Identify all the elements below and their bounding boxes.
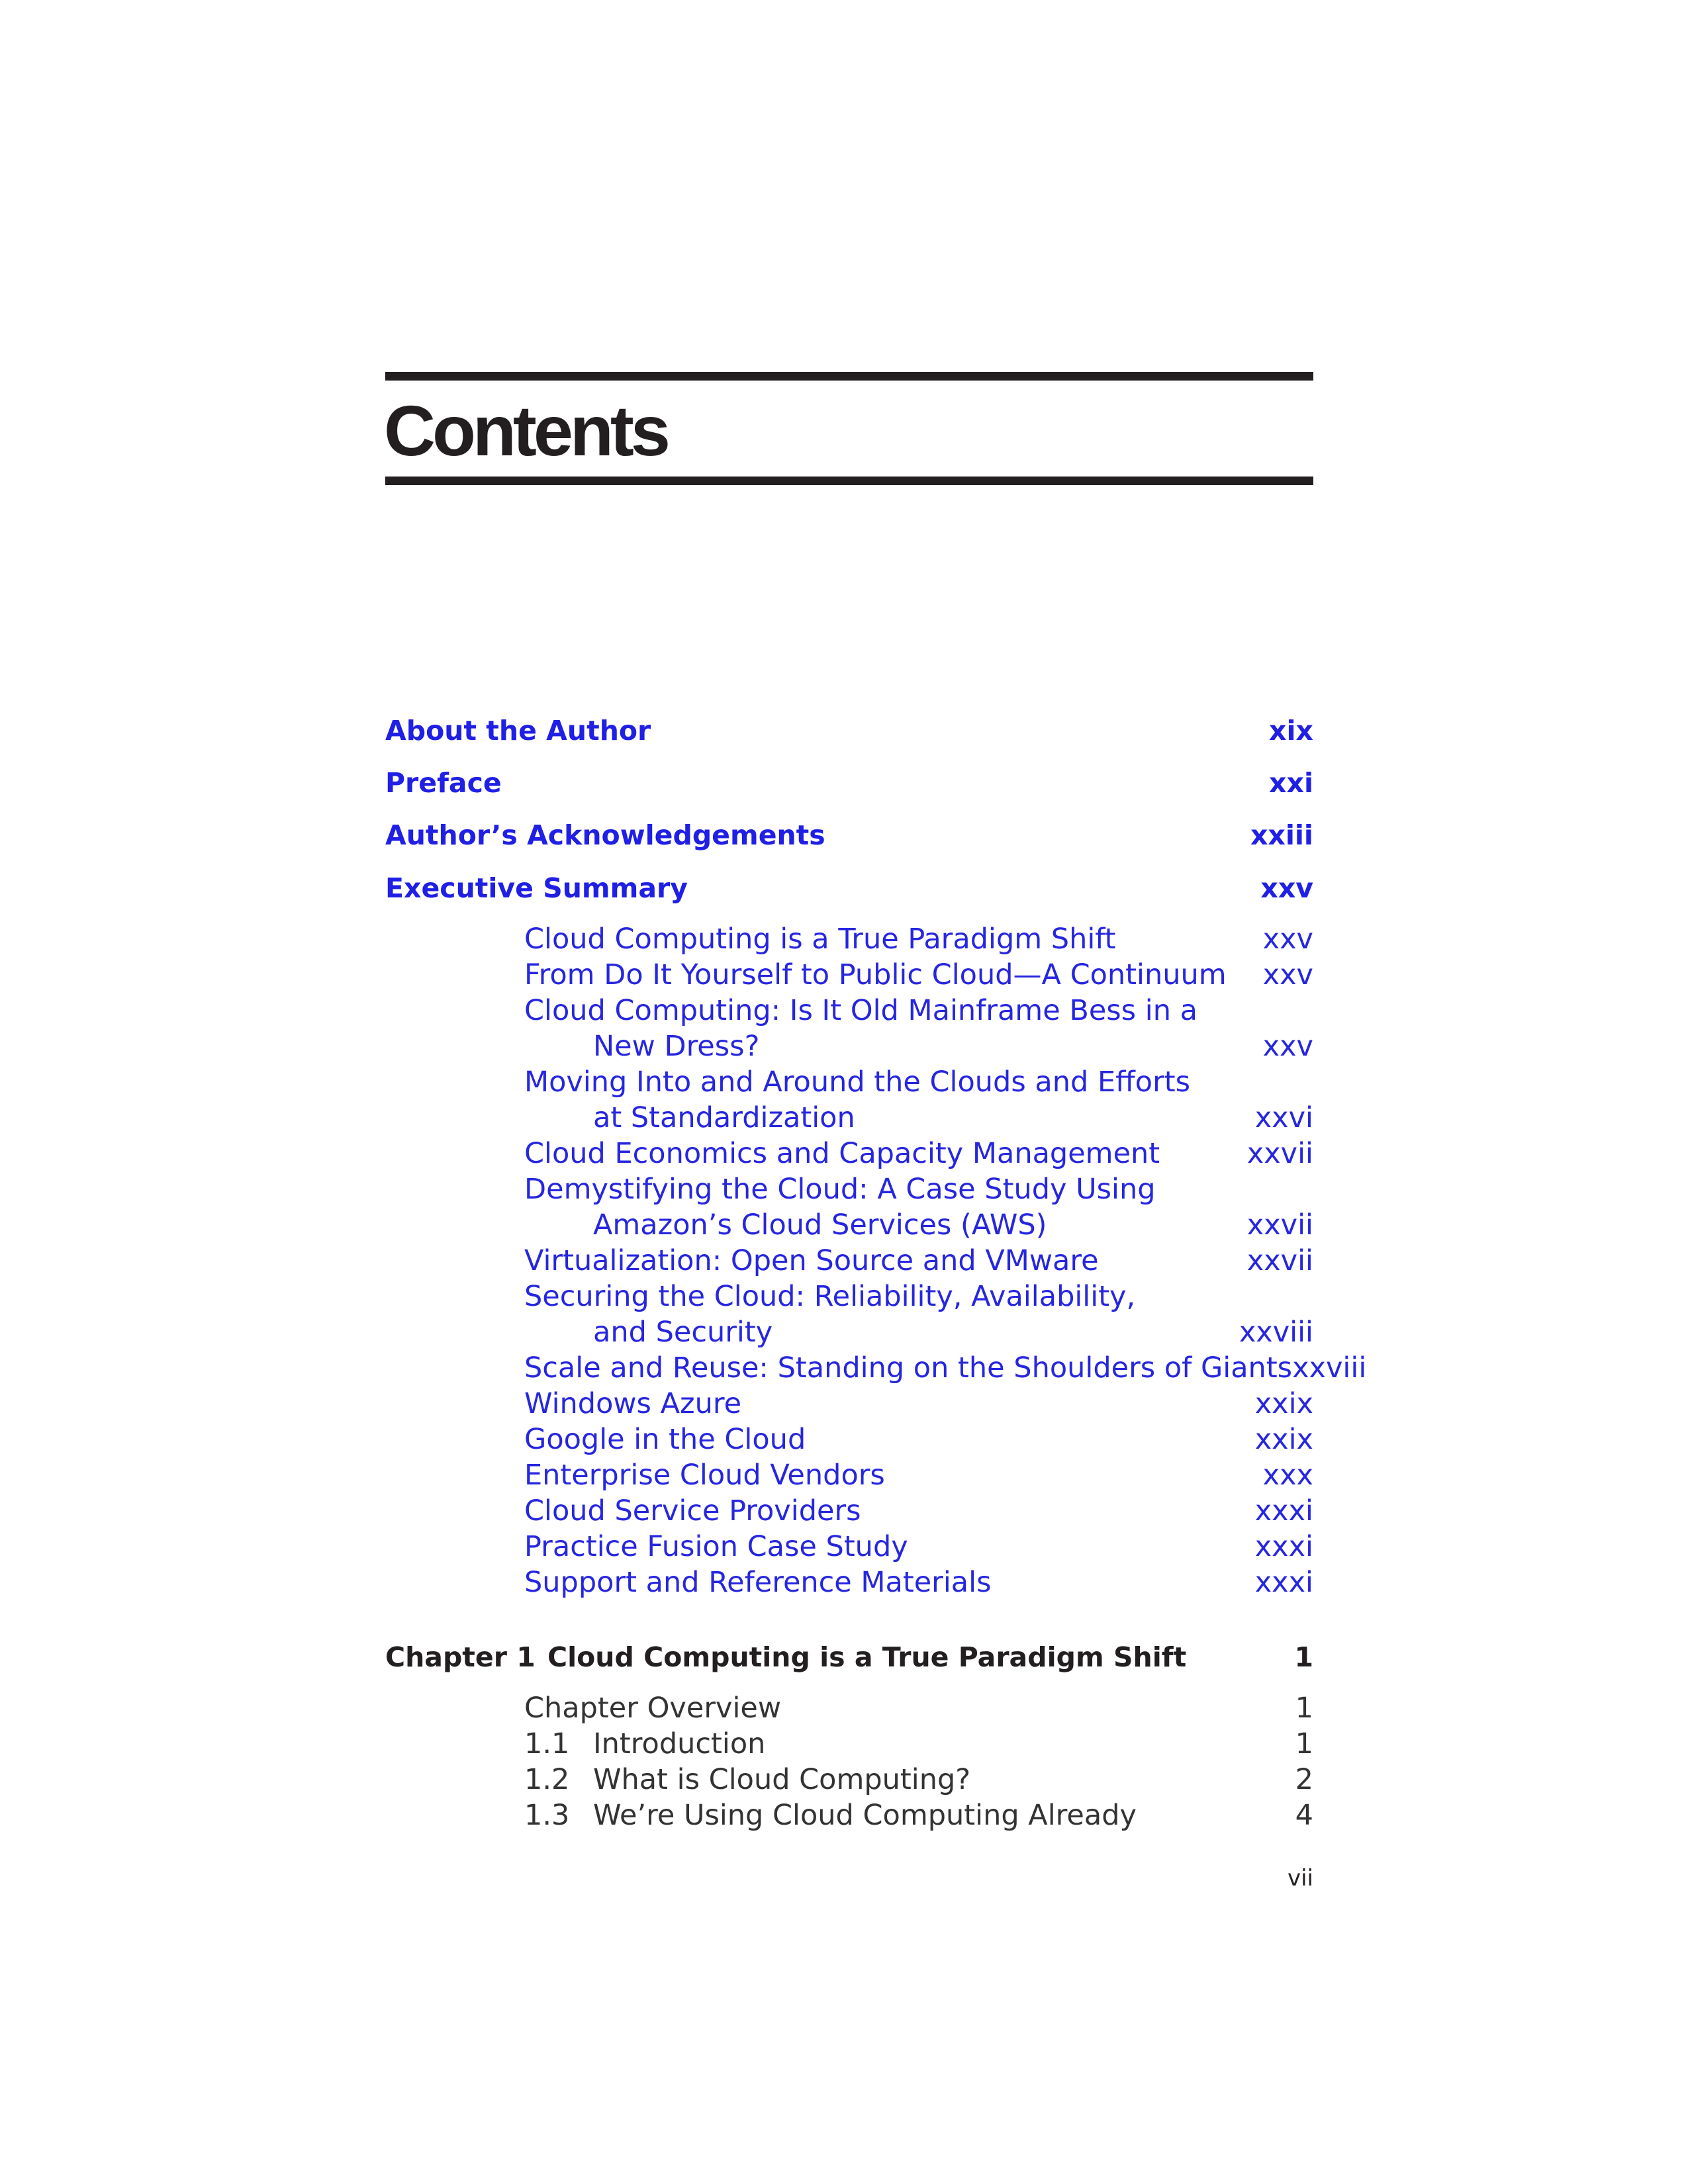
toc-section-number: 1.2 (524, 1763, 570, 1796)
toc-subentry-continuation[interactable] (524, 1314, 1313, 1350)
toc-section-label: We’re Using Cloud Computing Already (593, 1799, 1137, 1832)
toc-section[interactable] (524, 1797, 1313, 1833)
toc-subentry-label: Amazon’s Cloud Services (AWS) (593, 1208, 1047, 1242)
toc-subentry-page: xxviii (1239, 1316, 1313, 1349)
toc-subentry-label: at Standardization (593, 1101, 855, 1134)
toc-subentry[interactable] (524, 1171, 1313, 1207)
toc-subentry[interactable] (524, 1386, 1313, 1422)
toc-subentry-page: xxx (1262, 1459, 1313, 1492)
toc-subentry[interactable] (524, 1493, 1313, 1529)
toc-subentry-page: xxviii (1292, 1351, 1367, 1385)
toc-section-page: 2 (1295, 1763, 1313, 1796)
page-title: Contents (384, 390, 667, 471)
toc-entry-page: xxi (1269, 767, 1313, 799)
toc-entry-page: xxv (1260, 872, 1313, 904)
toc-subentry-label: and Security (593, 1316, 773, 1349)
toc-section-label: What is Cloud Computing? (593, 1763, 971, 1796)
toc-subentry-page: xxv (1262, 1030, 1313, 1063)
toc-subentry-page: xxvii (1246, 1208, 1313, 1242)
toc-subentry[interactable] (524, 1243, 1313, 1279)
toc-subentry[interactable] (524, 957, 1313, 993)
toc-subentry-label: Cloud Service Providers (524, 1494, 861, 1527)
toc-subentry-label: Enterprise Cloud Vendors (524, 1459, 885, 1492)
toc-entry-about-author[interactable] (385, 711, 1313, 751)
toc-section-title-group (524, 1797, 1137, 1833)
toc-entry-page: xix (1269, 715, 1313, 747)
toc-section-label: Chapter Overview (524, 1692, 782, 1725)
toc-section-page: 1 (1295, 1692, 1313, 1725)
toc-subentry-continuation[interactable] (524, 1100, 1313, 1136)
toc-subentry-label: Virtualization: Open Source and VMware (524, 1244, 1099, 1277)
toc-subentry[interactable] (524, 1422, 1313, 1457)
toc-subentry-page: xxxi (1254, 1494, 1313, 1527)
toc-entry-label: Author’s Acknowledgements (385, 819, 825, 851)
toc-subentry-label: Practice Fusion Case Study (524, 1530, 908, 1563)
toc-subentry-label: Cloud Computing is a True Paradigm Shift (524, 923, 1116, 956)
toc-entry-label: Executive Summary (385, 872, 688, 904)
toc-section-title-group (524, 1726, 765, 1762)
toc-subentry-label: Support and Reference Materials (524, 1566, 992, 1599)
toc-subentry-page: xxxi (1254, 1530, 1313, 1563)
toc-subentry-label: Google in the Cloud (524, 1423, 806, 1456)
toc-subentry[interactable] (524, 1350, 1367, 1386)
toc-section[interactable] (524, 1762, 1313, 1797)
toc-subentry-label: Securing the Cloud: Reliability, Availability, (524, 1280, 1136, 1313)
toc-entry-acknowledgements[interactable] (385, 815, 1313, 855)
toc-subentry-page: xxv (1262, 923, 1313, 956)
toc-section[interactable] (524, 1726, 1313, 1762)
toc-section-title-group (524, 1762, 970, 1797)
toc-section-page: 1 (1295, 1727, 1313, 1760)
toc-subentry-label: Cloud Economics and Capacity Management (524, 1137, 1160, 1170)
toc-subentry[interactable] (524, 1529, 1313, 1565)
toc-subentry[interactable] (524, 1064, 1313, 1100)
toc-subentry-label: From Do It Yourself to Public Cloud—A Continuum (524, 958, 1227, 991)
toc-subentry-label: Cloud Computing: Is It Old Mainframe Bess in a (524, 994, 1197, 1027)
toc-chapter-title-group (385, 1637, 1186, 1677)
toc-section[interactable] (524, 1690, 1313, 1726)
toc-subentry-label: Scale and Reuse: Standing on the Shoulders of Giants (524, 1351, 1293, 1385)
toc-chapter-heading[interactable] (385, 1637, 1313, 1677)
top-rule (385, 372, 1313, 381)
toc-subentry[interactable] (524, 993, 1313, 1028)
toc-subentry-continuation[interactable] (524, 1207, 1313, 1243)
toc-subentry-page: xxix (1254, 1387, 1313, 1420)
toc-section-label: Introduction (593, 1727, 766, 1760)
toc-subentry-continuation[interactable] (524, 1028, 1313, 1064)
toc-entry-label: About the Author (385, 715, 651, 747)
toc-section-number: 1.1 (524, 1727, 570, 1760)
toc-entry-page: xxiii (1250, 819, 1313, 851)
toc-subentry[interactable] (524, 1565, 1313, 1600)
toc-chapter-page: 1 (1294, 1641, 1313, 1673)
toc-entry-label: Preface (385, 767, 502, 799)
toc-subentry-label: Windows Azure (524, 1387, 742, 1420)
toc-subentry-page: xxix (1254, 1423, 1313, 1456)
page-number: vii (1287, 1865, 1313, 1891)
toc-entry-executive-summary[interactable] (385, 868, 1313, 908)
toc-subentry-page: xxvii (1246, 1137, 1313, 1170)
toc-subentry-label: New Dress? (593, 1030, 760, 1063)
toc-section-page: 4 (1295, 1799, 1313, 1832)
toc-subentry-label: Moving Into and Around the Clouds and Efforts (524, 1066, 1191, 1099)
toc-subentry[interactable] (524, 1457, 1313, 1493)
toc-subentry-page: xxvi (1254, 1101, 1313, 1134)
bottom-rule (385, 477, 1313, 485)
toc-section-number: 1.3 (524, 1799, 570, 1832)
toc-subentry-label: Demystifying the Cloud: A Case Study Using (524, 1173, 1156, 1206)
toc-subentry-page: xxv (1262, 958, 1313, 991)
toc-chapter-title: Cloud Computing is a True Paradigm Shift (547, 1641, 1187, 1673)
toc-entry-preface[interactable] (385, 763, 1313, 803)
toc-chapter-number: Chapter 1 (385, 1641, 536, 1673)
toc-subentry[interactable] (524, 1279, 1313, 1314)
toc-subentry-page: xxxi (1254, 1566, 1313, 1599)
toc-subentry[interactable] (524, 921, 1313, 957)
toc-subentry[interactable] (524, 1136, 1313, 1171)
toc-subentry-page: xxvii (1246, 1244, 1313, 1277)
